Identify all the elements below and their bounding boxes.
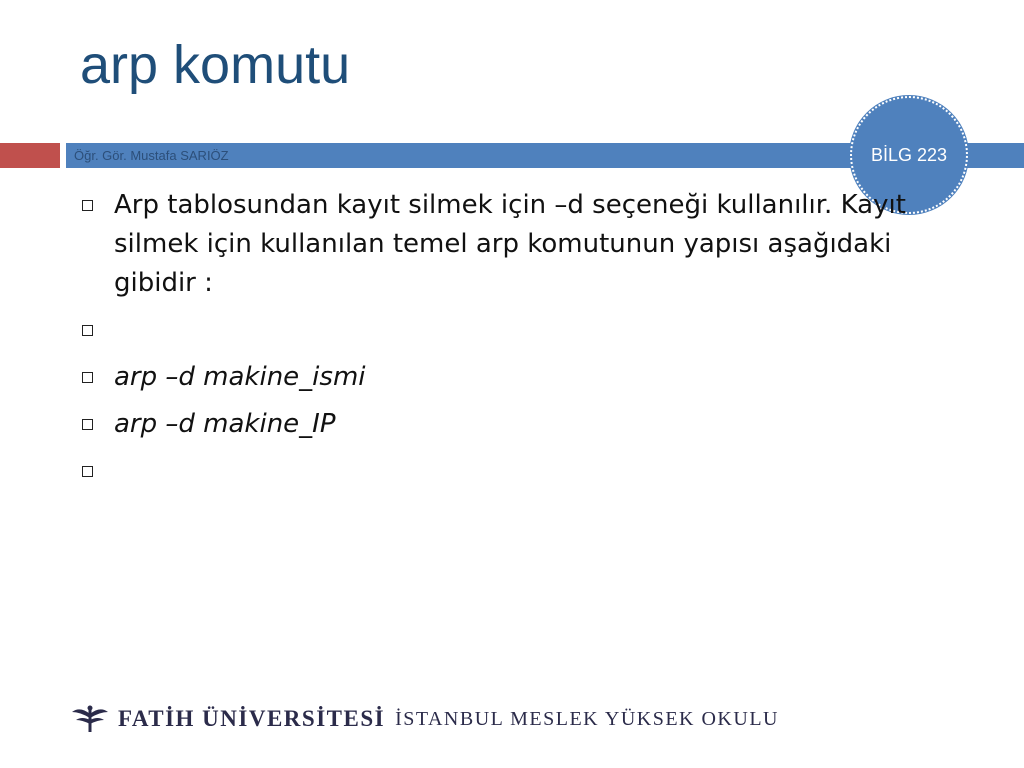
bullet-text: arp –d makine_IP [114,409,336,439]
square-bullet-icon [82,419,93,430]
bullet-item [80,452,920,491]
square-bullet-icon [82,466,93,477]
university-logo-icon [70,704,110,734]
course-code: BİLG 223 [870,144,948,165]
bullet-item [80,358,920,397]
bullet-item [80,405,920,444]
square-bullet-icon [82,372,93,383]
bullet-list [80,186,920,491]
slide-title: arp komutu [80,35,351,95]
author-name: Öğr. Gör. Mustafa SARIÖZ [74,148,229,163]
bullet-text: Arp tablosundan kayıt silmek için –d seçeneği kullanılır. Kayıt silmek için kullanılan temel arp komutunun yapısı aşağıdaki gibidir : [114,190,906,298]
square-bullet-icon [82,200,93,211]
bullet-item [80,311,920,350]
header-accent-bar [0,143,60,168]
square-bullet-icon [82,325,93,336]
bullet-item [80,186,920,303]
school-name: İSTANBUL MESLEK YÜKSEK OKULU [395,707,779,730]
footer-logo-banner [70,702,779,736]
university-name: FATİH ÜNİVERSİTESİ [118,706,386,731]
bullet-text: arp –d makine_ismi [114,362,366,392]
